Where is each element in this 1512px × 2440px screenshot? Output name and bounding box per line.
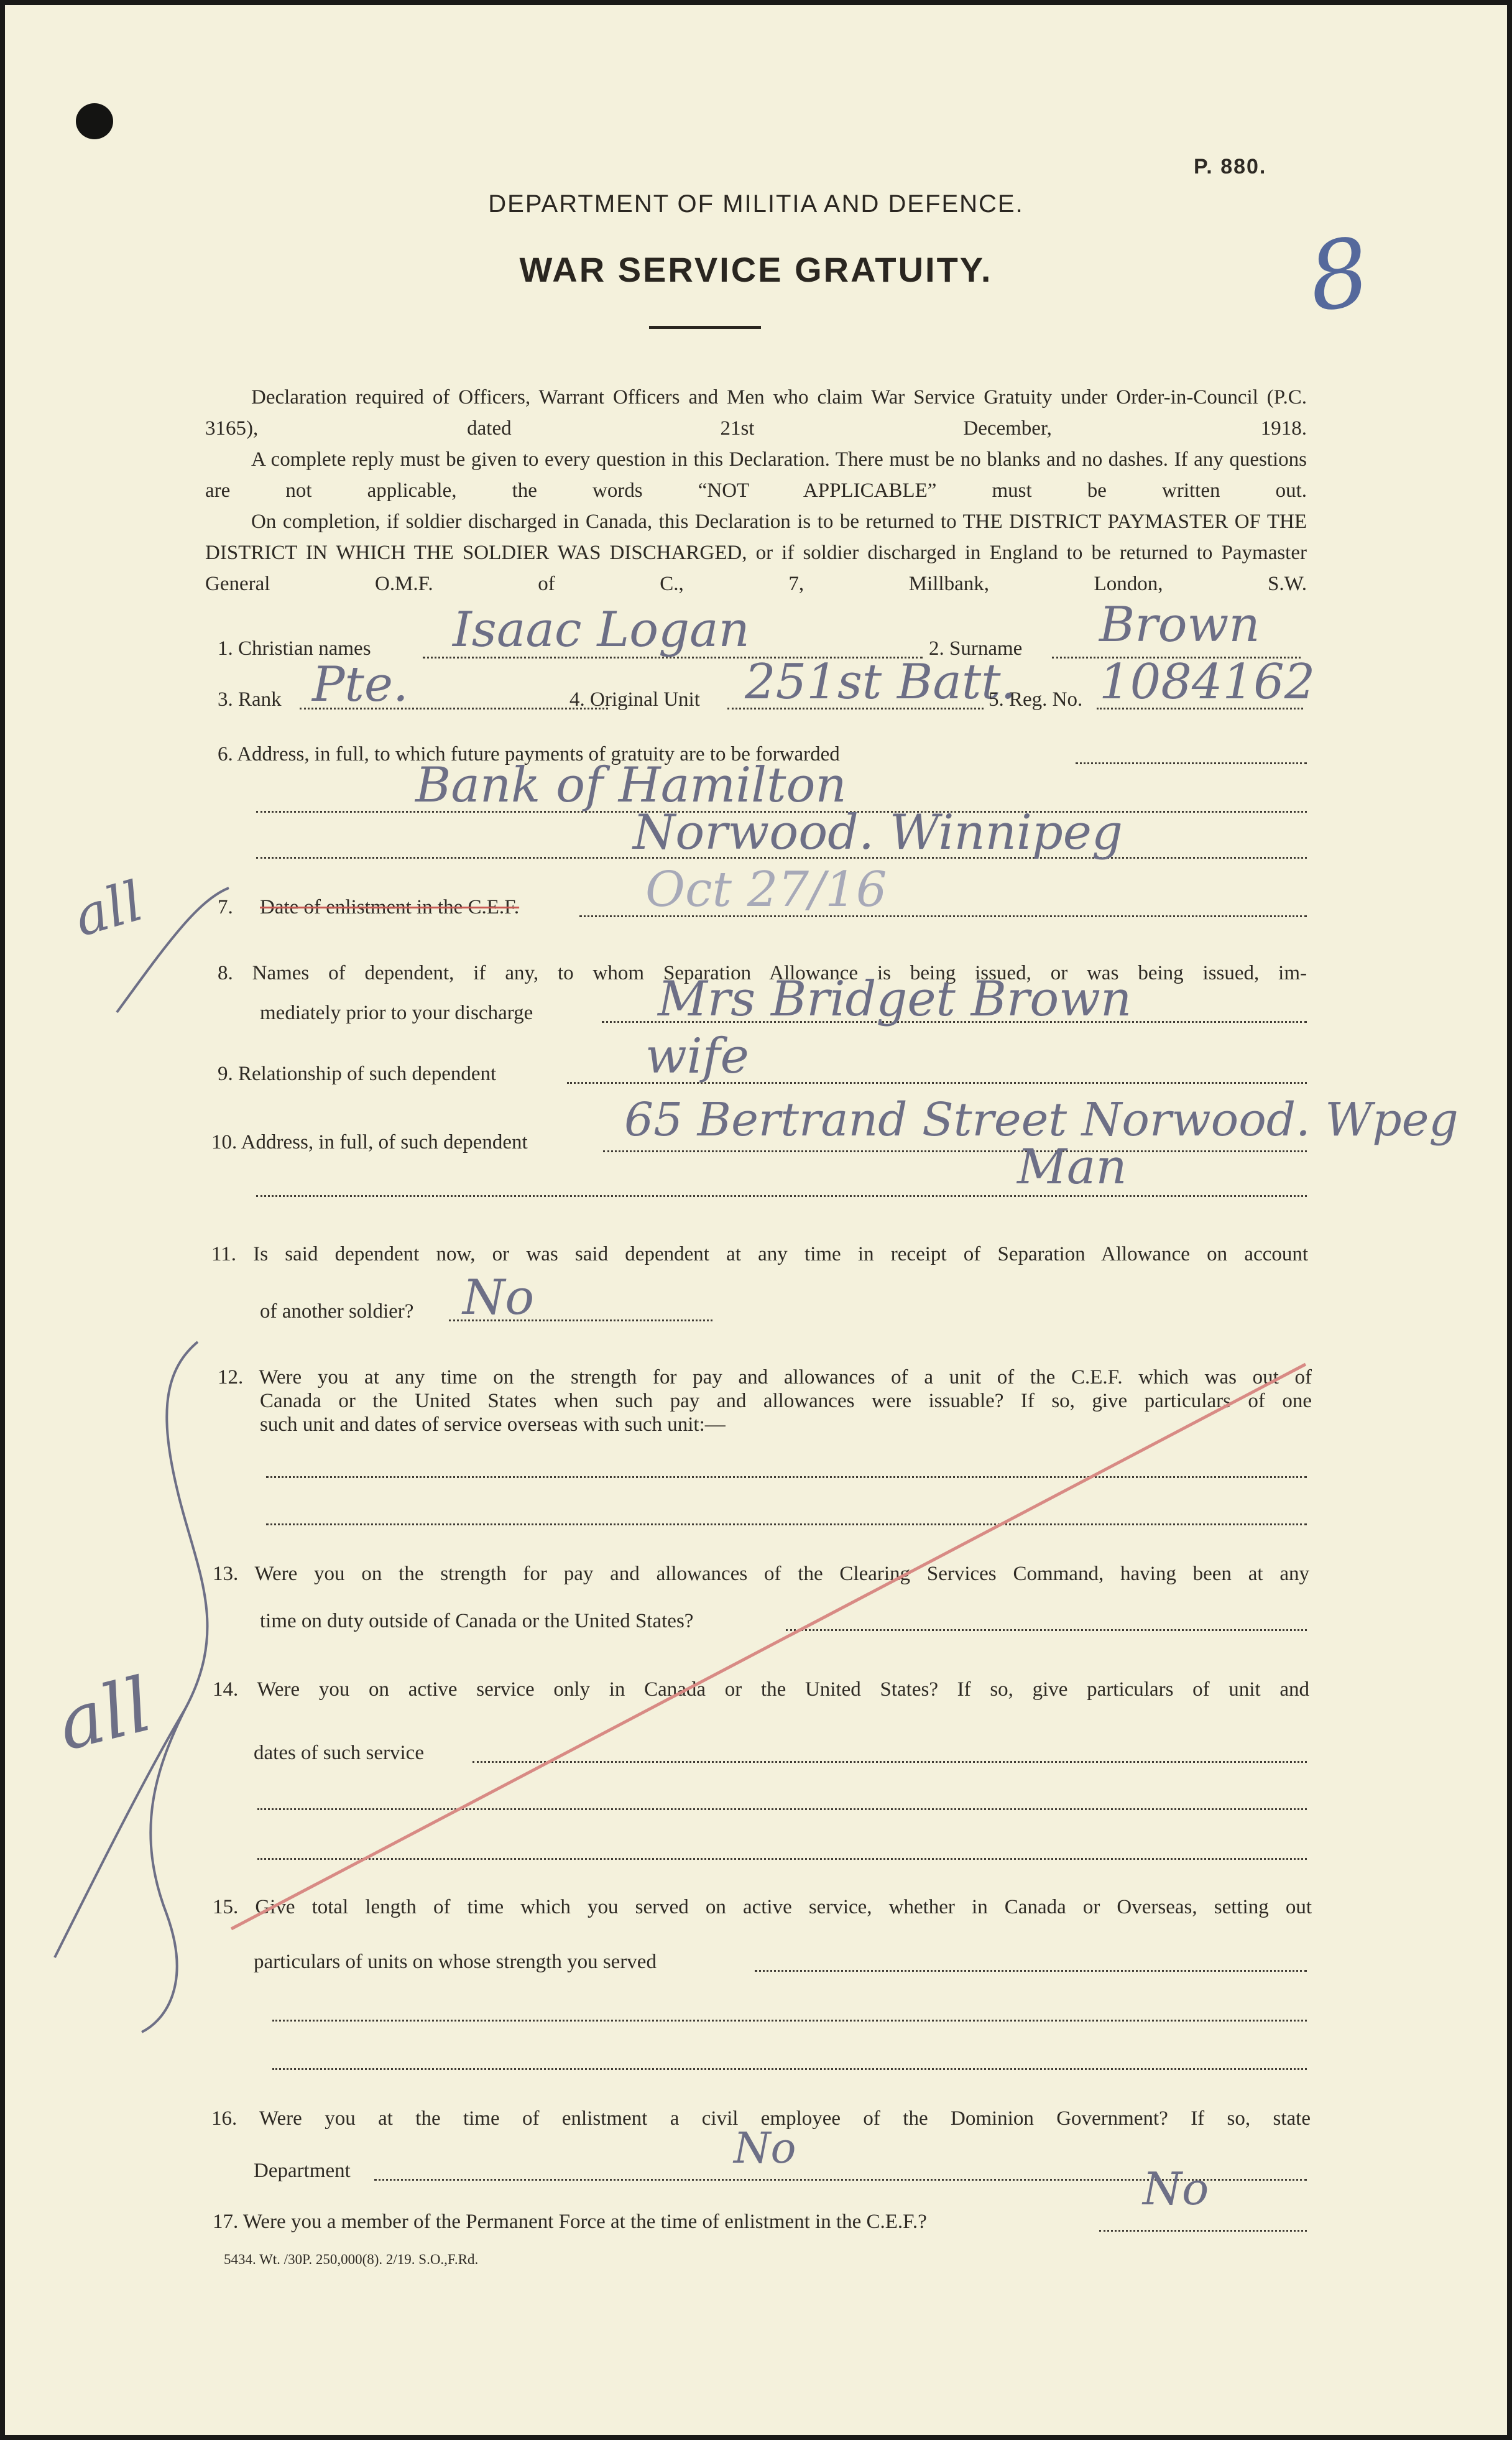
cancellation-line — [5, 5, 1507, 2435]
q6-address-line1-value: Bank of Hamilton — [415, 757, 847, 813]
department-heading: DEPARTMENT OF MILITIA AND DEFENCE. — [488, 190, 1024, 218]
corner-handwritten-mark: 8 — [1302, 218, 1376, 333]
q12-label-line1: 12. Were you at any time on the strength for pay and allowances of a unit of the C.E.F. which was out of — [218, 1366, 1312, 1389]
q8-label-line2: mediately prior to your discharge — [260, 1002, 533, 1024]
q12-label-line2: Canada or the United States when such pay and allowances were issuable? If so, give particulars of one — [260, 1390, 1312, 1412]
q2-surname-value: Brown — [1099, 597, 1260, 653]
q12-label-line3: such unit and dates of service overseas with such unit:— — [260, 1413, 726, 1436]
q17-value: No — [1143, 2163, 1209, 2215]
q10-address-line2-value: Man — [1017, 1139, 1127, 1195]
q16-label-line2: Department — [254, 2160, 351, 2182]
q16-value: No — [734, 2124, 796, 2173]
q1-christian-names-value: Isaac Logan — [453, 602, 750, 658]
q7-number: 7. — [218, 896, 233, 918]
q11-label-line2: of another soldier? — [260, 1300, 414, 1323]
form-title: WAR SERVICE GRATUITY. — [519, 250, 993, 289]
q7-margin-initials: all — [67, 869, 150, 950]
q3-label: 3. Rank — [218, 688, 282, 711]
q13-label-line1: 13. Were you on the strength for pay and allowances of the Clearing Services Command, having been at any — [213, 1563, 1309, 1585]
q15-label-line1: 15. Give total length of time which you served on active service, whether in Canada or Overseas, setting out — [213, 1896, 1312, 1918]
q12-14-margin-initials: all — [49, 1661, 160, 1768]
intro-paragraph-2: A complete reply must be given to every question in this Declaration. There must be no blanks and no dashes. If any questions are not applicable, the words “NOT APPLICABLE” must be written out. — [205, 448, 1307, 502]
q7-enlistment-date-value: Oct 27/16 — [645, 862, 887, 918]
q16-label-line1: 16. Were you at the time of enlistment a civil employee of the Dominion Government? If so, state — [211, 2107, 1311, 2130]
q17-label: 17. Were you a member of the Permanent Force at the time of enlistment in the C.E.F.? — [213, 2211, 927, 2233]
q9-relationship-value: wife — [645, 1028, 749, 1084]
form-number: P. 880. — [1194, 155, 1267, 178]
q1-label: 1. Christian names — [218, 637, 371, 660]
q15-label-line2: particulars of units on whose strength you served — [254, 1951, 657, 1973]
q8-dependent-name-value: Mrs Bridget Brown — [658, 971, 1132, 1027]
q2-label: 2. Surname — [929, 637, 1023, 660]
q8-label-line1: 8. Names of dependent, if any, to whom Separation Allowance is being issued, or was being issued, im- — [218, 962, 1307, 984]
q5-reg-no-value: 1084162 — [1099, 654, 1316, 710]
print-code: 5434. Wt. /30P. 250,000(8). 2/19. S.O.,F.Rd. — [224, 2252, 479, 2267]
q10-label: 10. Address, in full, of such dependent — [211, 1131, 528, 1153]
q4-label: 4. Original Unit — [569, 688, 700, 711]
q6-label: 6. Address, in full, to which future payments of gratuity are to be forwarded — [218, 743, 840, 765]
q9-label: 9. Relationship of such dependent — [218, 1063, 497, 1085]
intro-paragraph-1: Declaration required of Officers, Warrant Officers and Men who claim War Service Gratuity under Order-in-Council (P.C. 3165), dated 21st December, 1918. — [205, 386, 1307, 440]
q14-label-line2: dates of such service — [254, 1742, 424, 1764]
intro-paragraph-3: On completion, if soldier discharged in Canada, this Declaration is to be returned to THE DISTRICT PAYMASTER OF THE DISTRICT IN WHICH THE SOLDIER WAS DISCHARGED, or if soldier discharged in England to be returned to Paymaster General O.M.F. of C., 7, Millbank, London, S.W. — [205, 511, 1307, 595]
q11-value: No — [463, 1270, 535, 1326]
form-page — [5, 5, 1507, 2435]
q6-address-line2-value: Norwood. Winnipeg — [633, 805, 1123, 861]
q4-original-unit-value: 251st Batt. — [745, 654, 1016, 710]
q10-address-line1-value: 65 Bertrand Street Norwood. Wpeg — [624, 1093, 1459, 1147]
q7-label: Date of enlistment in the C.E.F. — [260, 896, 520, 918]
q5-label: 5. Reg. No. — [989, 688, 1083, 711]
q13-label-line2: time on duty outside of Canada or the United States? — [260, 1610, 694, 1632]
q3-rank-value: Pte. — [312, 657, 408, 713]
q11-label-line1: 11. Is said dependent now, or was said dependent at any time in receipt of Separation Allowance on account — [211, 1243, 1308, 1265]
q14-label-line1: 14. Were you on active service only in Canada or the United States? If so, give particulars of unit and — [213, 1678, 1309, 1701]
